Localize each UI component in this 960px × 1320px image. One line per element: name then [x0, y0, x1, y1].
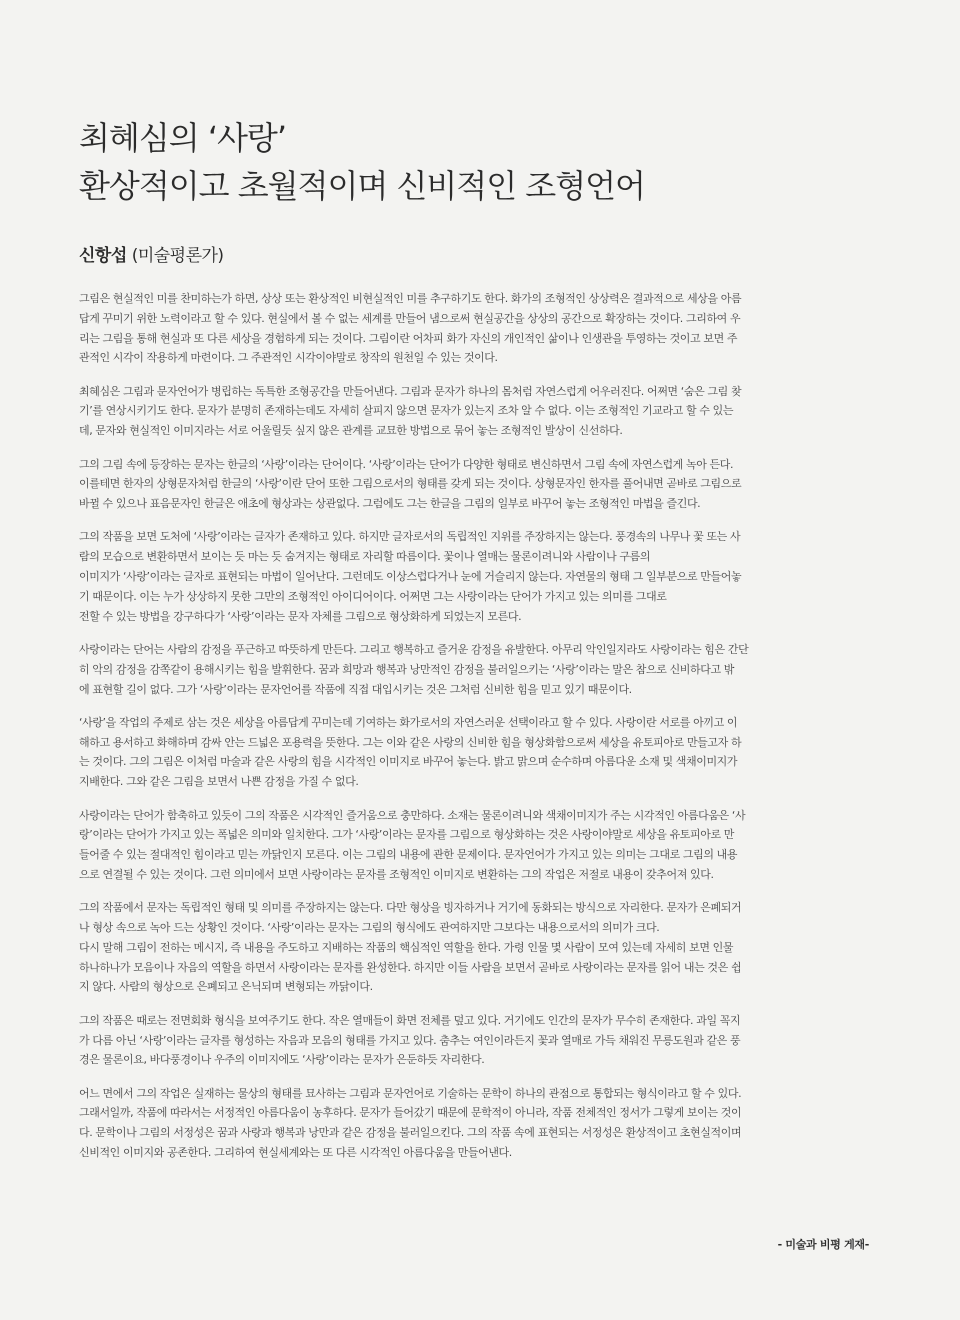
paragraph-line: 경은 물론이요, 바다풍경이나 우주의 이미지에도 ‘사랑’이라는 문자가 은둔하듯 자리한다. [79, 1053, 485, 1067]
paragraph-line: 바뀔 수 있으나 표음문자인 한글은 애초에 형상과는 상관없다. 그럼에도 그는 한글을 그림의 일부로 바꾸어 놓는 조형적인 마법을 즐긴다. [79, 497, 701, 511]
paragraph-line: 가 다름 아닌 ‘사랑’이라는 글자를 형성하는 자음과 모음의 형태를 가지고 있다. 춤추는 여인이라든지 꽃과 열매로 가득 채워진 무릉도원과 같은 풍 [79, 1033, 741, 1047]
paragraph-line: 이미지가 ‘사랑’이라는 글자로 표현되는 마법이 일어난다. 그런데도 이상스럽다거나 눈에 거슬리지 않는다. 자연물의 형태 그 일부분으로 만들어놓 [79, 570, 742, 584]
paragraph-line: 신비적인 이미지와 공존한다. 그리하여 현실세계와는 또 다른 시각적인 아름다움을 만들어낸다. [79, 1145, 512, 1159]
paragraph [79, 455, 869, 514]
paragraph-line: 답게 꾸미기 위한 노력이라고 할 수 있다. 현실에서 볼 수 없는 세계를 만들어 냄으로써 현실공간을 상상의 공간으로 확장하는 것이다. 그리하여 우 [79, 311, 741, 325]
paragraph-line: 최혜심은 그림과 문자언어가 병립하는 독특한 조형공간을 만들어낸다. 그림과 문자가 하나의 몸처럼 자연스럽게 어우러진다. 어쩌면 ‘숨은 그림 찾 [79, 384, 742, 398]
author-byline [79, 241, 224, 266]
paragraph-line: 랑’이라는 단어가 가지고 있는 폭넓은 의미와 일치한다. 그가 ‘사랑’이라는 문자를 그림으로 형상화하는 것은 사랑이야말로 세상을 유토피아로 만 [79, 828, 735, 842]
paragraph-line: 들어줄 수 있는 절대적인 힘이라고 믿는 까닭인지 모른다. 이는 그림의 내용에 관한 문제이다. 문자언어가 가지고 있는 의미는 그대로 그림의 내용 [79, 848, 738, 862]
article-body [79, 289, 869, 1176]
paragraph-line: 기 때문이다. 이는 누가 상상하지 못한 그만의 조형적인 아이디어이다. 어쩌면 그는 사랑이라는 단어가 가지고 있는 의미를 그대로 [79, 589, 667, 603]
paragraph-line: 그의 작품에서 문자는 독립적인 형태 및 의미를 주장하지는 않는다. 다만 형상을 빙자하거나 거기에 동화되는 방식으로 자리한다. 문자가 은폐되거 [79, 901, 742, 915]
paragraph-line: 에 표현할 길이 없다. 그가 ‘사랑’이라는 문자언어를 작품에 직접 대입시키는 것은 그처럼 신비한 힘을 믿고 있기 때문이다. [79, 682, 632, 696]
paragraph-line: 이를테면 한자의 상형문자처럼 한글의 ‘사랑’이란 단어 또한 그림으로서의 형태를 갖게 되는 것이다. 상형문자인 한자를 풀어내면 곧바로 그림으로 [79, 477, 742, 491]
paragraph-line: 관적인 시각이 작용하게 마련이다. 그 주관적인 시각이야말로 창작의 원천일 수 있는 것이다. [79, 351, 498, 365]
paragraph-line: 지배한다. 그와 같은 그림을 보면서 나쁜 감정을 가질 수 없다. [79, 775, 359, 789]
paragraph-line: 어느 면에서 그의 작업은 실재하는 물상의 형태를 묘사하는 그림과 문자언어로 기술하는 문학이 하나의 관점으로 통합되는 형식이라고 할 수 있다. [79, 1086, 742, 1100]
paragraph-line: 다시 말해 그림이 전하는 메시지, 즉 내용을 주도하고 지배하는 작품의 핵심적인 역할을 한다. 가령 인물 몇 사람이 모여 있는데 자세히 보면 인물 [79, 940, 734, 954]
paragraph-line: 그의 작품을 보면 도처에 ‘사랑’이라는 글자가 존재하고 있다. 하지만 글자로서의 독립적인 지위를 주장하지는 않는다. 풍경속의 나무나 꽃 또는 사 [79, 530, 741, 544]
title-line-1: 최혜심의 ‘사랑’ [79, 119, 286, 157]
paragraph-line: 전할 수 있는 방법을 강구하다가 ‘사랑’이라는 문자 자체를 그림으로 형상화하게 되었는지 모른다. [79, 609, 522, 623]
paragraph [79, 289, 869, 368]
paragraph [79, 640, 869, 699]
paragraph-line: 해하고 용서하고 화해하며 감싸 안는 드넓은 포용력을 뜻한다. 그는 이와 같은 사랑의 신비한 힘을 형상화함으로써 세상을 유토피아로 만들고자 하 [79, 735, 742, 749]
paragraph-line: 으로 연결될 수 있는 것이다. 그런 의미에서 보면 사랑이라는 문자를 조형적인 이미지로 변환하는 그의 작업은 저절로 내용이 갖추어져 있다. [79, 867, 714, 881]
article-title [79, 114, 879, 210]
paragraph-line: 사랑이라는 단어는 사람의 감정을 푸근하고 따뜻하게 만든다. 그리고 행복하고 즐거운 감정을 유발한다. 아무리 악인일지라도 사랑이라는 힘은 간단 [79, 642, 749, 656]
paragraph [79, 527, 869, 626]
paragraph-line: 그의 그림 속에 등장하는 문자는 한글의 ‘사랑’이라는 단어이다. ‘사랑’이라는 단어가 다양한 형태로 변신하면서 그림 속에 자연스럽게 녹아 든다. [79, 457, 734, 471]
paragraph-line: 는 것이다. 그의 그림은 이처럼 마술과 같은 사랑의 힘을 시각적인 이미지로 바꾸어 놓는다. 밝고 맑으며 순수하며 아름다운 소재 및 색채이미지가 [79, 755, 738, 769]
paragraph [79, 898, 869, 997]
paragraph-line: 사랑이라는 단어가 함축하고 있듯이 그의 작품은 시각적인 즐거움으로 충만하다. 소재는 물론이려니와 색채이미지가 주는 시각적인 아름다움은 ‘사 [79, 808, 746, 822]
paragraph-line: 람의 모습으로 변환하면서 보이는 듯 마는 듯 숨겨지는 형태로 자리할 따름이다. 꽃이나 열매는 물론이려니와 사람이나 구름의 [79, 550, 651, 564]
paragraph-line: 하나하나가 모음이나 자음의 역할을 하면서 사랑이라는 문자를 완성한다. 하지만 이들 사람을 보면서 곧바로 사랑이라는 문자를 읽어 내는 것은 쉽 [79, 960, 742, 974]
title-line-2: 환상적이고 초월적이며 신비적인 조형언어 [79, 167, 645, 205]
paragraph [79, 382, 869, 441]
paragraph-line: 기’를 연상시키기도 한다. 문자가 분명히 존재하는데도 자세히 살피지 않으면 문자가 있는지 조차 알 수 없다. 이는 조형적인 기교라고 할 수 있는 [79, 404, 734, 418]
paragraph-line: 나 형상 속으로 녹아 드는 상황인 것이다. ‘사랑’이라는 문자는 그림의 형식에도 관여하지만 그보다는 내용으로서의 의미가 크다. [79, 921, 660, 935]
paragraph [79, 1084, 869, 1163]
paragraph-line: 그의 작품은 때로는 전면회화 형식을 보여주기도 한다. 작은 열매들이 화면 전체를 덮고 있다. 거기에도 인간의 문자가 무수히 존재한다. 과일 꼭지 [79, 1013, 741, 1027]
paragraph-line: 지 않다. 사람의 형상으로 은폐되고 은닉되며 변형되는 까닭이다. [79, 980, 373, 994]
paragraph-line: ‘사랑’을 작업의 주제로 삼는 것은 세상을 아름답게 꾸미는데 기여하는 화가로서의 자연스러운 선택이라고 할 수 있다. 사랑이란 서로를 아끼고 이 [79, 715, 738, 729]
paragraph [79, 806, 869, 885]
paragraph [79, 713, 869, 792]
paragraph-line: 리는 그림을 통해 현실과 또 다른 세상을 경험하게 되는 것이다. 그림이란 어차피 화가 자신의 개인적인 삶이나 인생관을 투영하는 것이고 보면 주 [79, 331, 738, 345]
paragraph-line: 히 악의 감정을 감쪽같이 용해시키는 힘을 발휘한다. 꿈과 희망과 행복과 낭만적인 감정을 불러일으키는 ‘사랑’이라는 말은 참으로 신비하다고 밖 [79, 662, 735, 676]
author-role: (미술평론가) [131, 246, 224, 266]
paragraph-line: 다. 문학이나 그림의 서정성은 꿈과 사랑과 행복과 낭만과 같은 감정을 불러일으킨다. 그의 작품 속에 표현되는 서정성은 환상적이고 초현실적이며 [79, 1126, 742, 1140]
publication-note: - 미술과 비평 게재- [777, 1238, 869, 1251]
paragraph-line: 그림은 현실적인 미를 찬미하는가 하면, 상상 또는 환상적인 비현실적인 미를 추구하기도 한다. 화가의 조형적인 상상력은 결과적으로 세상을 아름 [79, 292, 742, 305]
author-name: 신항섭 [79, 246, 127, 266]
paragraph-line: 그래서일까, 작품에 따라서는 서정적인 아름다움이 농후하다. 문자가 들어갔기 때문에 문학적이 아니라, 작품 전체적인 정서가 그렇게 보이는 것이 [79, 1106, 742, 1120]
paragraph-line: 데, 문자와 현실적인 이미지라는 서로 어울릴듯 싶지 않은 관계를 교묘한 방법으로 묶어 놓는 조형적인 발상이 신선하다. [79, 424, 623, 438]
paragraph [79, 1011, 869, 1070]
